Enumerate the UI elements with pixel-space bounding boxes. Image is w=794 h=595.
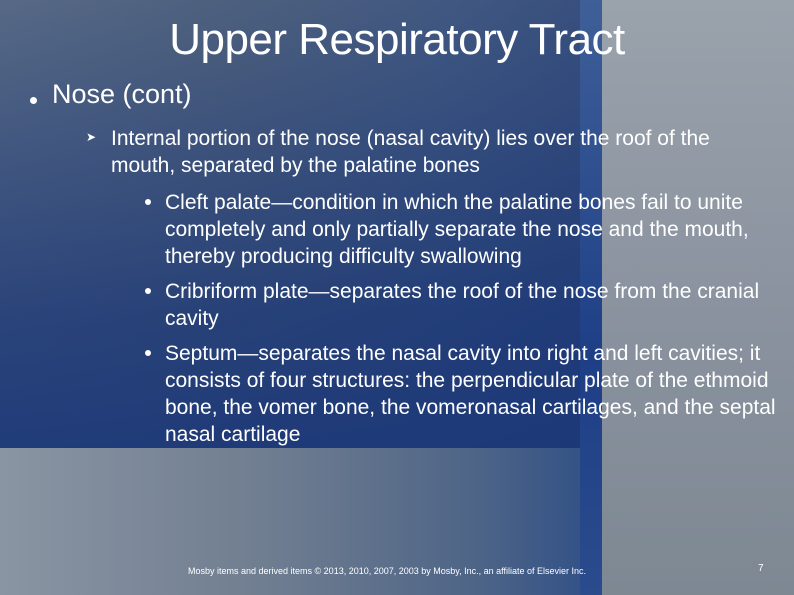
bullet-level3-text: Septum—separates the nasal cavity into right and left cavities; it consists of four structures: the perpendicular plate of the ethmoid bone, the vomer bone, the vomeronasal cartilages, and the septal nasal cartilage: [165, 342, 776, 446]
page-number: 7: [758, 563, 764, 574]
bullet-level3-text: Cleft palate—condition in which the palatine bones fail to unite completely and only partially separate the nose and the mouth, thereby producing difficulty swallowing: [165, 191, 749, 268]
bullet-level3-text: Cribriform plate—separates the roof of the nose from the cranial cavity: [165, 280, 760, 330]
copyright-footer: Mosby items and derived items © 2013, 2010, 2007, 2003 by Mosby, Inc., an affiliate of Elsevier Inc.: [188, 566, 587, 576]
round-bullet-icon: [145, 350, 151, 356]
round-bullet-icon: [145, 288, 151, 294]
arrow-bullet-icon: ➤: [86, 130, 97, 144]
bullet-level2-text: Internal portion of the nose (nasal cavity) lies over the roof of the mouth, separated by the palatine bones: [111, 127, 710, 177]
round-bullet-icon: [30, 97, 37, 104]
slide-title: Upper Respiratory Tract: [169, 15, 625, 64]
bullet-level1-text: Nose (cont): [52, 79, 192, 109]
round-bullet-icon: [145, 199, 151, 205]
